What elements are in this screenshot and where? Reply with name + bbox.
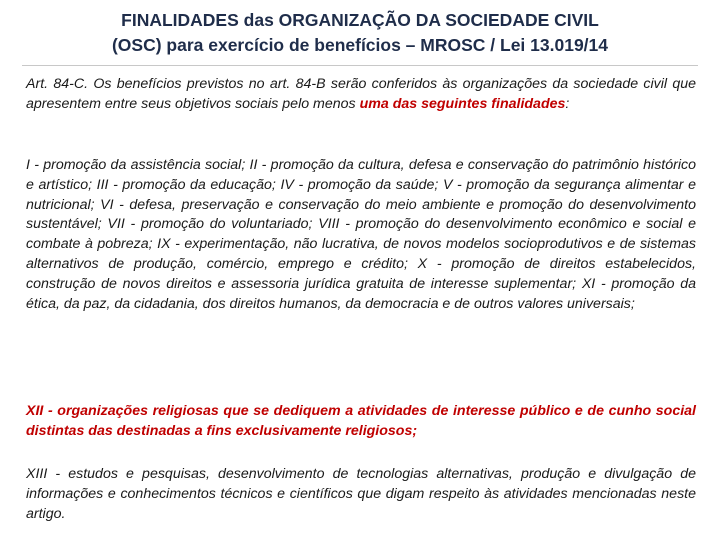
- article-intro-text: Art. 84-C. Os benefícios previstos no art. 84-B serão conferidos às organizações da sociedade civil que apresentem entre seus objetivos sociais pelo menos: [26, 76, 696, 112]
- article-intro-colon: :: [565, 95, 570, 112]
- article-intro-highlight: uma das seguintes finalidades: [359, 95, 566, 112]
- title-divider: [22, 65, 698, 66]
- items-i-to-xi-paragraph: I - promoção da assistência social; II - promoção da cultura, defesa e conservação do patrimônio histórico e artístico; III - promoção da educação; IV - promoção da saúde; V - promoção da segurança alimentar e nutricional; VI - defesa, preservação e conservação do meio ambiente e promoção do desenvolvimento sustentável; VII - promoção do voluntariado; VIII - promoção do desenvolvimento econômico e social e combate à pobreza; IX - experimentação, não lucrativa, de novos modelos socioprodutivos e de sistemas alternativos de produção, comércio, emprego e crédito; X - promoção de direitos estabelecidos, construção de novos direitos e assessoria jurídica gratuita de interesse suplementar; XI - promoção da ética, da paz, da cidadania, dos direitos humanos, da democracia e de outros valores universais;: [26, 157, 696, 312]
- title-line-2: (OSC) para exercício de benefícios – MROSC / Lei 13.019/14: [111, 35, 609, 55]
- item-xii-paragraph: XII - organizações religiosas que se dediquem a atividades de interesse público e de cunho social distintas das destinadas a fins exclusivamente religiosos;: [26, 403, 696, 439]
- item-xiii-paragraph: XIII - estudos e pesquisas, desenvolvimento de tecnologias alternativas, produção e divulgação de informações e conhecimentos técnicos e científicos que digam respeito às atividades mencionadas neste artigo.: [26, 466, 696, 522]
- article-intro-paragraph: [26, 75, 696, 115]
- document-title: [40, 8, 680, 58]
- title-line-1: FINALIDADES das ORGANIZAÇÃO DA SOCIEDADE CIVIL: [121, 10, 599, 30]
